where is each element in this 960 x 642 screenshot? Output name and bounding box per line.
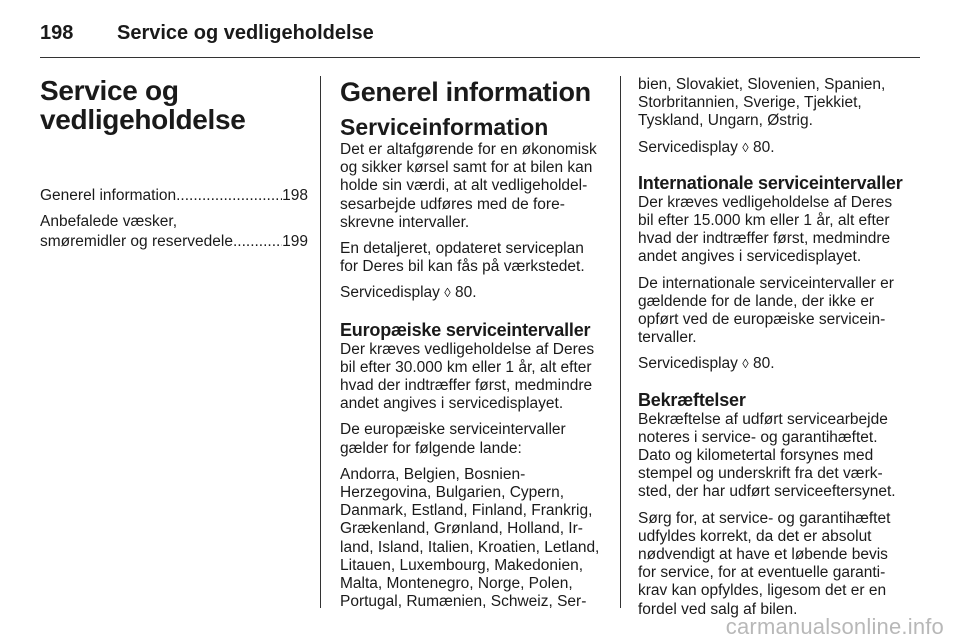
reference-arrow-icon: ◊: [742, 356, 749, 372]
column-divider-2: [620, 76, 621, 608]
chapter-column: [40, 76, 308, 258]
chapter-title: Service og vedligeholdelse: [40, 75, 246, 135]
cross-reference-servicedisplay[interactable]: Servicedisplay ◊ 80.: [638, 138, 775, 156]
column-divider-1: [320, 76, 321, 608]
subsection-heading-serviceinformation: Serviceinformation: [340, 114, 549, 140]
paragraph: De europæiske serviceintervaller gælder for følgende lande:: [340, 421, 566, 457]
paragraph: En detaljeret, opdateret serviceplan for Deres bil kan fås på værkstedet.: [340, 240, 585, 276]
toc-leader-dots: [233, 232, 282, 252]
cross-reference-servicedisplay[interactable]: Servicedisplay ◊ 80.: [638, 355, 775, 373]
paragraph: Sørg for, at service- og garantihæftet udfyldes korrekt, da det er absolut nødvendigt at have et løbende bevis for service, for at eventuelle garanti- krav kan opfyldes, ligesom det er en fordel ved salg af bilen.: [638, 509, 891, 618]
heading-internationale-serviceintervaller: Internationale serviceintervaller: [638, 172, 903, 193]
content-column-2: [340, 76, 604, 611]
heading-bekraeftelser: Bekræftelser: [638, 389, 746, 410]
cross-reference-servicedisplay[interactable]: Servicedisplay ◊ 80.: [340, 284, 477, 302]
watermark-text: carmanualsonline.info: [725, 614, 944, 639]
paragraph: De internationale serviceintervaller er gældende for de lande, der ikke er opført ved de europæiske servicein- tervaller.: [638, 274, 894, 347]
toc-entry-anbefalede-vaesker[interactable]: Anbefalede væsker, smøremidler og reservedele ..... 199: [40, 212, 308, 252]
reference-arrow-icon: ◊: [742, 139, 749, 155]
toc-entry-generel-information[interactable]: Generel information ..... 198: [40, 186, 308, 206]
paragraph: Det er altafgørende for en økonomisk og sikker kørsel samt for at bilen kan holde sin værdi, at alt vedligeholdel- sesarbejde udføres med de fore- skrevne intervaller.: [340, 141, 597, 231]
toc-leader-dots: [176, 186, 282, 206]
page-number: 198: [40, 22, 74, 44]
heading-europaeiske-serviceintervaller: Europæiske serviceintervaller: [340, 319, 591, 340]
page-header: [40, 18, 920, 48]
paragraph: Der kræves vedligeholdelse af Deres bil efter 15.000 km eller 1 år, alt efter hvad der indtræffer først, medmindre andet angives i servicedisplayet.: [638, 193, 893, 266]
country-list-paragraph: Andorra, Belgien, Bosnien- Herzegovina, Bulgarien, Cypern, Danmark, Estland, Finland, Frankrig, Grækenland, Grønland, Holland, Ir- land, Island, Italien, Kroatien, Letland, Litauen, Luxembourg, Makedonien, Malta, Montenegro, Norge, Polen, Portugal, Rumænien, Schweiz, Ser-: [340, 465, 600, 611]
running-header-title: Service og vedligeholdelse: [117, 22, 374, 44]
content-column-3: [638, 76, 904, 619]
paragraph: Der kræves vedligeholdelse af Deres bil efter 30.000 km eller 1 år, alt efter hvad der indtræffer først, medmindre andet angives i servicedisplayet.: [340, 340, 595, 413]
header-divider: [40, 57, 920, 58]
paragraph: Bekræftelse af udført servicearbejde noteres i service- og garantihæftet. Dato og kilometertal forsynes med stempel og underskrift fra det værk- sted, der har udført serviceeftersynet.: [638, 410, 896, 501]
section-heading-generel-information: Generel information: [340, 77, 591, 107]
country-list-continued: bien, Slovakiet, Slovenien, Spanien, Storbritannien, Sverige, Tjekkiet, Tyskland, Ungarn, Østrig.: [638, 76, 886, 130]
reference-arrow-icon: ◊: [444, 285, 451, 301]
